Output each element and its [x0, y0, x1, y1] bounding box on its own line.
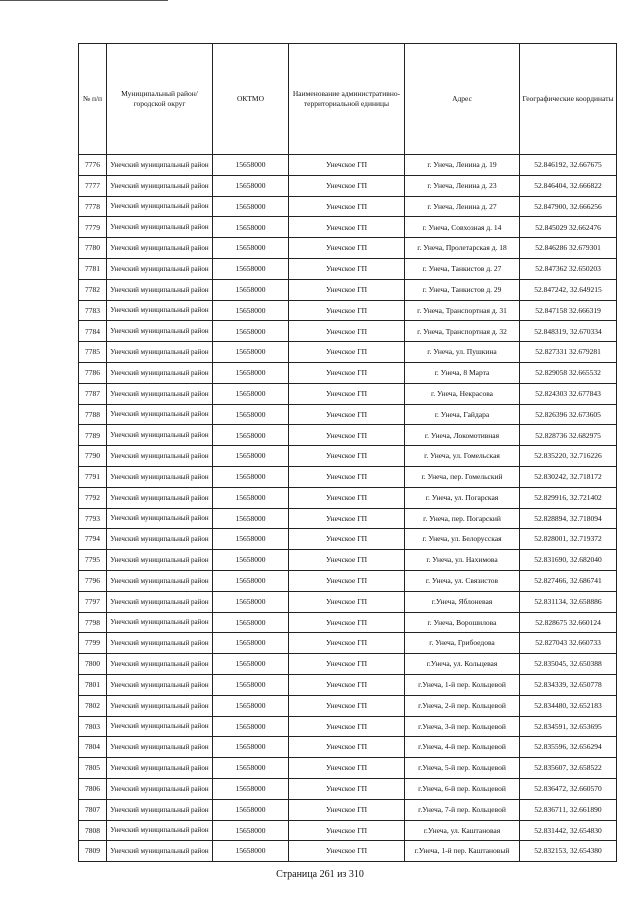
- address-cell: г. Унеча, Танкистов д. 27: [405, 258, 520, 279]
- table-row: [79, 570, 617, 591]
- admin-unit-cell: Унечское ГП: [289, 321, 405, 342]
- header-coordinates: Географические координаты: [520, 44, 617, 155]
- admin-unit-cell: Унечское ГП: [289, 591, 405, 612]
- table-row: [79, 196, 617, 217]
- coordinates-cell: 52.847362 32.650203: [520, 258, 617, 279]
- row-number: 7805: [79, 758, 107, 779]
- admin-unit-cell: Унечское ГП: [289, 425, 405, 446]
- district-cell: Унечский муниципальный район: [107, 342, 213, 363]
- row-number: 7777: [79, 175, 107, 196]
- district-cell: Унечский муниципальный район: [107, 279, 213, 300]
- district-cell: Унечский муниципальный район: [107, 487, 213, 508]
- header-district: Муниципальный район/городской округ: [107, 44, 213, 155]
- oktmo-cell: 15658000: [213, 716, 289, 737]
- address-cell: г.Унеча, 1-й пер. Кольцевой: [405, 674, 520, 695]
- coordinates-cell: 52.835607, 32.658522: [520, 758, 617, 779]
- admin-unit-cell: Унечское ГП: [289, 487, 405, 508]
- oktmo-cell: 15658000: [213, 404, 289, 425]
- row-number: 7800: [79, 654, 107, 675]
- district-cell: Унечский муниципальный район: [107, 778, 213, 799]
- admin-unit-cell: Унечское ГП: [289, 841, 405, 862]
- admin-unit-cell: Унечское ГП: [289, 217, 405, 238]
- row-number: 7791: [79, 466, 107, 487]
- district-cell: Унечский муниципальный район: [107, 654, 213, 675]
- oktmo-cell: 15658000: [213, 466, 289, 487]
- row-number: 7792: [79, 487, 107, 508]
- district-cell: Унечский муниципальный район: [107, 820, 213, 841]
- row-number: 7788: [79, 404, 107, 425]
- coordinates-cell: 52.836472, 32.660570: [520, 778, 617, 799]
- table-row: [79, 175, 617, 196]
- address-cell: г. Унеча, Некрасова: [405, 383, 520, 404]
- coordinates-cell: 52.834480, 32.652183: [520, 695, 617, 716]
- admin-unit-cell: Унечское ГП: [289, 550, 405, 571]
- admin-unit-cell: Унечское ГП: [289, 778, 405, 799]
- coordinates-cell: 52.845029 32.662476: [520, 217, 617, 238]
- row-number: 7783: [79, 300, 107, 321]
- table-row: [79, 238, 617, 259]
- header-address: Адрес: [405, 44, 520, 155]
- oktmo-cell: 15658000: [213, 778, 289, 799]
- district-cell: Унечский муниципальный район: [107, 633, 213, 654]
- admin-unit-cell: Унечское ГП: [289, 612, 405, 633]
- address-cell: г. Унеча, пер. Погарский: [405, 508, 520, 529]
- row-number: 7804: [79, 737, 107, 758]
- oktmo-cell: 15658000: [213, 196, 289, 217]
- address-cell: г. Унеча, 8 Марта: [405, 362, 520, 383]
- address-cell: г. Унеча, Гайдара: [405, 404, 520, 425]
- table-row: [79, 321, 617, 342]
- coordinates-cell: 52.831134, 32.658886: [520, 591, 617, 612]
- oktmo-cell: 15658000: [213, 383, 289, 404]
- locations-table: [78, 43, 617, 862]
- admin-unit-cell: Унечское ГП: [289, 674, 405, 695]
- row-number: 7796: [79, 570, 107, 591]
- district-cell: Унечский муниципальный район: [107, 258, 213, 279]
- row-number: 7790: [79, 446, 107, 467]
- coordinates-cell: 52.848319, 32.670334: [520, 321, 617, 342]
- address-cell: г. Унеча, Транспортная д. 31: [405, 300, 520, 321]
- coordinates-cell: 52.847158 32.666319: [520, 300, 617, 321]
- admin-unit-cell: Унечское ГП: [289, 820, 405, 841]
- address-cell: г. Унеча, Ворошилова: [405, 612, 520, 633]
- address-cell: г.Унеча, Яблоневая: [405, 591, 520, 612]
- row-number: 7782: [79, 279, 107, 300]
- admin-unit-cell: Унечское ГП: [289, 654, 405, 675]
- district-cell: Унечский муниципальный район: [107, 196, 213, 217]
- row-number: 7785: [79, 342, 107, 363]
- oktmo-cell: 15658000: [213, 155, 289, 176]
- address-cell: г.Унеча, 5-й пер. Кольцевой: [405, 758, 520, 779]
- admin-unit-cell: Унечское ГП: [289, 238, 405, 259]
- coordinates-cell: 52.829058 32.665532: [520, 362, 617, 383]
- address-cell: г. Унеча, ул. Пушкина: [405, 342, 520, 363]
- oktmo-cell: 15658000: [213, 508, 289, 529]
- address-cell: г. Унеча, Танкистов д. 29: [405, 279, 520, 300]
- admin-unit-cell: Унечское ГП: [289, 155, 405, 176]
- address-cell: г.Унеча, ул. Каштановая: [405, 820, 520, 841]
- table-row: [79, 362, 617, 383]
- admin-unit-cell: Унечское ГП: [289, 799, 405, 820]
- coordinates-cell: 52.835596, 32.656294: [520, 737, 617, 758]
- oktmo-cell: 15658000: [213, 799, 289, 820]
- oktmo-cell: 15658000: [213, 487, 289, 508]
- district-cell: Унечский муниципальный район: [107, 508, 213, 529]
- oktmo-cell: 15658000: [213, 820, 289, 841]
- coordinates-cell: 52.846192, 32.667675: [520, 155, 617, 176]
- admin-unit-cell: Унечское ГП: [289, 737, 405, 758]
- oktmo-cell: 15658000: [213, 612, 289, 633]
- coordinates-cell: 52.836711, 32.661890: [520, 799, 617, 820]
- district-cell: Унечский муниципальный район: [107, 674, 213, 695]
- row-number: 7806: [79, 778, 107, 799]
- coordinates-cell: 52.827466, 32.686741: [520, 570, 617, 591]
- district-cell: Унечский муниципальный район: [107, 362, 213, 383]
- table-body: [79, 155, 617, 862]
- table-row: [79, 716, 617, 737]
- oktmo-cell: 15658000: [213, 300, 289, 321]
- row-number: 7787: [79, 383, 107, 404]
- coordinates-cell: 52.846286 32.679301: [520, 238, 617, 259]
- table-row: [79, 279, 617, 300]
- address-cell: г. Унеча, Транспортная д. 32: [405, 321, 520, 342]
- oktmo-cell: 15658000: [213, 654, 289, 675]
- row-number: 7797: [79, 591, 107, 612]
- oktmo-cell: 15658000: [213, 321, 289, 342]
- district-cell: Унечский муниципальный район: [107, 716, 213, 737]
- header-admin-unit: Наименование административно-территориальной единицы: [289, 44, 405, 155]
- coordinates-cell: 52.831442, 32.654830: [520, 820, 617, 841]
- oktmo-cell: 15658000: [213, 529, 289, 550]
- district-cell: Унечский муниципальный район: [107, 466, 213, 487]
- oktmo-cell: 15658000: [213, 446, 289, 467]
- district-cell: Унечский муниципальный район: [107, 446, 213, 467]
- admin-unit-cell: Унечское ГП: [289, 508, 405, 529]
- oktmo-cell: 15658000: [213, 362, 289, 383]
- row-number: 7778: [79, 196, 107, 217]
- table-row: [79, 217, 617, 238]
- admin-unit-cell: Унечское ГП: [289, 279, 405, 300]
- row-number: 7776: [79, 155, 107, 176]
- coordinates-cell: 52.834339, 32.650778: [520, 674, 617, 695]
- table-row: [79, 446, 617, 467]
- address-cell: г. Унеча, Пролетарская д. 18: [405, 238, 520, 259]
- district-cell: Унечский муниципальный район: [107, 841, 213, 862]
- district-cell: Унечский муниципальный район: [107, 737, 213, 758]
- address-cell: г. Унеча, Ленина д. 19: [405, 155, 520, 176]
- district-cell: Унечский муниципальный район: [107, 238, 213, 259]
- row-number: 7802: [79, 695, 107, 716]
- table-row: [79, 155, 617, 176]
- coordinates-cell: 52.847900, 32.666256: [520, 196, 617, 217]
- coordinates-cell: 52.828675 32.660124: [520, 612, 617, 633]
- address-cell: г.Унеча, 2-й пер. Кольцевой: [405, 695, 520, 716]
- admin-unit-cell: Унечское ГП: [289, 258, 405, 279]
- admin-unit-cell: Унечское ГП: [289, 758, 405, 779]
- table-row: [79, 466, 617, 487]
- district-cell: Унечский муниципальный район: [107, 799, 213, 820]
- row-number: 7789: [79, 425, 107, 446]
- coordinates-cell: 52.828736 32.682975: [520, 425, 617, 446]
- coordinates-cell: 52.828894, 32.718094: [520, 508, 617, 529]
- table-row: [79, 342, 617, 363]
- oktmo-cell: 15658000: [213, 238, 289, 259]
- admin-unit-cell: Унечское ГП: [289, 404, 405, 425]
- coordinates-cell: 52.835220, 32.716226: [520, 446, 617, 467]
- row-number: 7799: [79, 633, 107, 654]
- coordinates-cell: 52.832153, 32.654380: [520, 841, 617, 862]
- table-row: [79, 654, 617, 675]
- table-header-row: [79, 44, 617, 155]
- oktmo-cell: 15658000: [213, 258, 289, 279]
- district-cell: Унечский муниципальный район: [107, 155, 213, 176]
- row-number: 7793: [79, 508, 107, 529]
- coordinates-cell: 52.824303 32.677843: [520, 383, 617, 404]
- oktmo-cell: 15658000: [213, 175, 289, 196]
- oktmo-cell: 15658000: [213, 674, 289, 695]
- admin-unit-cell: Унечское ГП: [289, 175, 405, 196]
- address-cell: г. Унеча, Ленина д. 23: [405, 175, 520, 196]
- row-number: 7808: [79, 820, 107, 841]
- coordinates-cell: 52.826396 32.673605: [520, 404, 617, 425]
- oktmo-cell: 15658000: [213, 737, 289, 758]
- table-row: [79, 487, 617, 508]
- address-cell: г.Унеча, 4-й пер. Кольцевой: [405, 737, 520, 758]
- page-footer: Страница 261 из 310: [276, 869, 364, 880]
- district-cell: Унечский муниципальный район: [107, 321, 213, 342]
- admin-unit-cell: Унечское ГП: [289, 716, 405, 737]
- table-row: [79, 633, 617, 654]
- oktmo-cell: 15658000: [213, 425, 289, 446]
- address-cell: г.Унеча, 7-й пер. Кольцевой: [405, 799, 520, 820]
- address-cell: г.Унеча, ул. Кольцевая: [405, 654, 520, 675]
- address-cell: г. Унеча, Совхозная д. 14: [405, 217, 520, 238]
- row-number: 7784: [79, 321, 107, 342]
- oktmo-cell: 15658000: [213, 570, 289, 591]
- admin-unit-cell: Унечское ГП: [289, 196, 405, 217]
- oktmo-cell: 15658000: [213, 550, 289, 571]
- table-row: [79, 695, 617, 716]
- row-number: 7780: [79, 238, 107, 259]
- admin-unit-cell: Унечское ГП: [289, 633, 405, 654]
- coordinates-cell: 52.831690, 32.682040: [520, 550, 617, 571]
- address-cell: г. Унеча, Локомотивная: [405, 425, 520, 446]
- district-cell: Унечский муниципальный район: [107, 383, 213, 404]
- coordinates-cell: 52.829916, 32.721402: [520, 487, 617, 508]
- coordinates-cell: 52.846404, 32.666822: [520, 175, 617, 196]
- row-number: 7781: [79, 258, 107, 279]
- table-row: [79, 778, 617, 799]
- table-row: [79, 300, 617, 321]
- district-cell: Унечский муниципальный район: [107, 425, 213, 446]
- table-row: [79, 758, 617, 779]
- coordinates-cell: 52.827043 32.660733: [520, 633, 617, 654]
- table-row: [79, 529, 617, 550]
- admin-unit-cell: Унечское ГП: [289, 529, 405, 550]
- coordinates-cell: 52.834591, 32.653695: [520, 716, 617, 737]
- row-number: 7801: [79, 674, 107, 695]
- address-cell: г.Унеча, 3-й пер. Кольцевой: [405, 716, 520, 737]
- address-cell: г. Унеча, пер. Гомельский: [405, 466, 520, 487]
- row-number: 7809: [79, 841, 107, 862]
- oktmo-cell: 15658000: [213, 695, 289, 716]
- coordinates-cell: 52.827331 32.679281: [520, 342, 617, 363]
- row-number: 7786: [79, 362, 107, 383]
- oktmo-cell: 15658000: [213, 591, 289, 612]
- oktmo-cell: 15658000: [213, 342, 289, 363]
- district-cell: Унечский муниципальный район: [107, 550, 213, 571]
- table-row: [79, 383, 617, 404]
- district-cell: Унечский муниципальный район: [107, 758, 213, 779]
- coordinates-cell: 52.835045, 32.650388: [520, 654, 617, 675]
- address-cell: г. Унеча, Ленина д. 27: [405, 196, 520, 217]
- table-row: [79, 425, 617, 446]
- table-row: [79, 737, 617, 758]
- address-cell: г.Унеча, 1-й пер. Каштановый: [405, 841, 520, 862]
- table-row: [79, 674, 617, 695]
- row-number: 7807: [79, 799, 107, 820]
- district-cell: Унечский муниципальный район: [107, 695, 213, 716]
- admin-unit-cell: Унечское ГП: [289, 362, 405, 383]
- admin-unit-cell: Унечское ГП: [289, 383, 405, 404]
- district-cell: Унечский муниципальный район: [107, 175, 213, 196]
- district-cell: Унечский муниципальный район: [107, 300, 213, 321]
- row-number: 7794: [79, 529, 107, 550]
- admin-unit-cell: Унечское ГП: [289, 570, 405, 591]
- admin-unit-cell: Унечское ГП: [289, 446, 405, 467]
- address-cell: г. Унеча, ул. Гомельская: [405, 446, 520, 467]
- row-number: 7798: [79, 612, 107, 633]
- table-row: [79, 799, 617, 820]
- row-number: 7803: [79, 716, 107, 737]
- table-row: [79, 841, 617, 862]
- address-cell: г. Унеча, ул. Связистов: [405, 570, 520, 591]
- oktmo-cell: 15658000: [213, 279, 289, 300]
- table-row: [79, 550, 617, 571]
- admin-unit-cell: Унечское ГП: [289, 342, 405, 363]
- header-number: № п/п: [79, 44, 107, 155]
- table-row: [79, 591, 617, 612]
- admin-unit-cell: Унечское ГП: [289, 300, 405, 321]
- address-cell: г.Унеча, 6-й пер. Кольцевой: [405, 778, 520, 799]
- coordinates-cell: 52.847242, 32.649215: [520, 279, 617, 300]
- district-cell: Унечский муниципальный район: [107, 591, 213, 612]
- table-row: [79, 404, 617, 425]
- district-cell: Унечский муниципальный район: [107, 529, 213, 550]
- address-cell: г. Унеча, Грибоедова: [405, 633, 520, 654]
- top-rule: [0, 0, 168, 1]
- header-oktmo: ОКТМО: [213, 44, 289, 155]
- address-cell: г. Унеча, ул. Белорусская: [405, 529, 520, 550]
- address-cell: г. Унеча, ул. Погарская: [405, 487, 520, 508]
- table-row: [79, 820, 617, 841]
- admin-unit-cell: Унечское ГП: [289, 466, 405, 487]
- table-row: [79, 508, 617, 529]
- admin-unit-cell: Унечское ГП: [289, 695, 405, 716]
- district-cell: Унечский муниципальный район: [107, 612, 213, 633]
- oktmo-cell: 15658000: [213, 758, 289, 779]
- oktmo-cell: 15658000: [213, 841, 289, 862]
- row-number: 7779: [79, 217, 107, 238]
- table-row: [79, 258, 617, 279]
- district-cell: Унечский муниципальный район: [107, 217, 213, 238]
- district-cell: Унечский муниципальный район: [107, 570, 213, 591]
- district-cell: Унечский муниципальный район: [107, 404, 213, 425]
- coordinates-cell: 52.828001, 32.719372: [520, 529, 617, 550]
- address-cell: г. Унеча, ул. Нахимова: [405, 550, 520, 571]
- coordinates-cell: 52.830242, 32.718172: [520, 466, 617, 487]
- oktmo-cell: 15658000: [213, 217, 289, 238]
- row-number: 7795: [79, 550, 107, 571]
- oktmo-cell: 15658000: [213, 633, 289, 654]
- table-row: [79, 612, 617, 633]
